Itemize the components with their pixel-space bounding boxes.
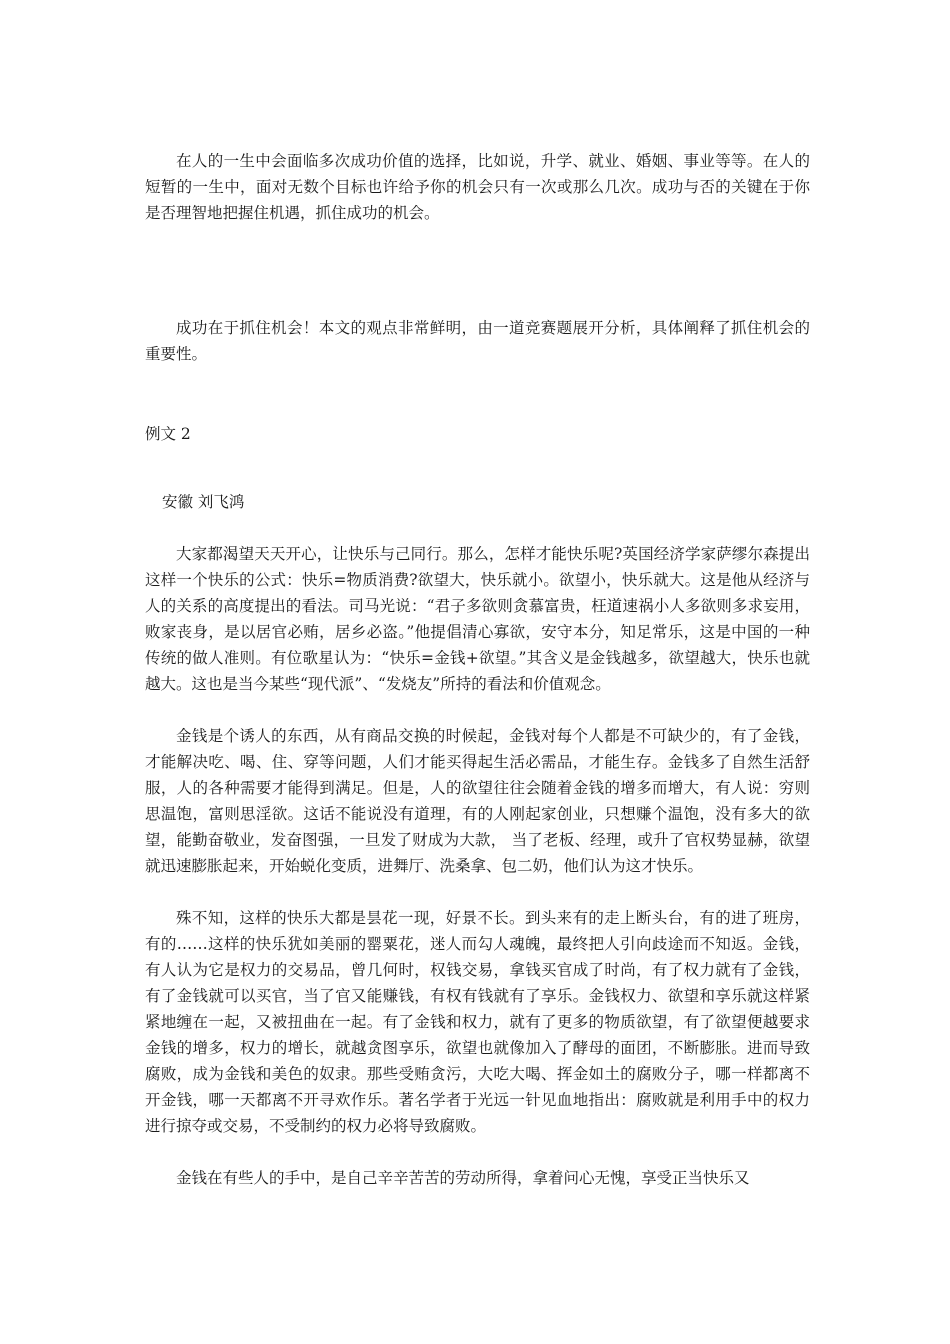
intro-paragraph: 在人的一生中会面临多次成功价值的选择，比如说，升学、就业、婚姻、事业等等。在人的短暂的一生中，面对无数个目标也许给予你的机会只有一次或那么几次。成功与否的关键在于你是否理智地把握住机遇，抓住成功的机会。 bbox=[145, 152, 810, 222]
summary-paragraph: 成功在于抓住机会！本文的观点非常鲜明，由一道竞赛题展开分析，具体阐释了抓住机会的重要性。 bbox=[145, 319, 810, 363]
document-body bbox=[145, 148, 810, 1191]
essay-paragraph-1: 大家都渴望天天开心，让快乐与己同行。那么，怎样才能快乐呢?英国经济学家萨缪尔森提出这样一个快乐的公式：快乐=物质消费?欲望大，快乐就小。欲望小，快乐就大。这是他从经济与人的关系的高度提出的看法。司马光说：“君子多欲则贪慕富贵，枉道速祸小人多欲则多求妄用，败家丧身，是以居官必贿，居乡必盗。”他提倡清心寡欲，安守本分，知足常乐，这是中国的一种传统的做人准则。有位歌星认为：“快乐=金钱+欲望。”其含义是金钱越多，欲望越大，快乐也就越大。这也是当今某些“现代派”、“发烧友”所持的看法和价值观念。 bbox=[145, 545, 810, 693]
example-heading: 例文 2 bbox=[145, 425, 191, 443]
essay-paragraph-4: 金钱在有些人的手中，是自己辛辛苦苦的劳动所得，拿着问心无愧，享受正当快乐又 bbox=[176, 1169, 750, 1187]
essay-paragraph-2: 金钱是个诱人的东西，从有商品交换的时候起，金钱对每个人都是不可缺少的，有了金钱，才能解决吃、喝、住、穿等问题，人们才能买得起生活必需品，才能生存。金钱多了自然生活舒服，人的各种需要才能得到满足。但是，人的欲望往往会随着金钱的增多而增大，有人说：穷则思温饱，富则思淫欲。这话不能说没有道理，有的人刚起家创业，只想赚个温饱，没有多大的欲望，能勤奋敬业，发奋图强，一旦发了财成为大款， 当了老板、经理，或升了官权势显赫，欲望就迅速膨胀起来，开始蜕化变质，进舞厅、洗桑拿、包二奶，他们认为这才快乐。 bbox=[145, 727, 810, 875]
essay-paragraph-3: 殊不知，这样的快乐大都是昙花一现，好景不长。到头来有的走上断头台，有的进了班房，有的……这样的快乐犹如美丽的罂粟花，迷人而勾人魂魄，最终把人引向歧途而不知返。金钱，有人认为它是权力的交易品，曾几何时，权钱交易，拿钱买官成了时尚，有了权力就有了金钱，有了金钱就可以买官，当了官又能赚钱，有权有钱就有了享乐。金钱权力、欲望和享乐就这样紧紧地缠在一起，又被扭曲在一起。有了金钱和权力，就有了更多的物质欲望，有了欲望便越要求金钱的增多，权力的增长，就越贪图享乐，欲望也就像加入了酵母的面团，不断膨胀。进而导致腐败，成为金钱和美色的奴隶。那些受贿贪污，大吃大喝、挥金如土的腐败分子，哪一样都离不开金钱，哪一天都离不开寻欢作乐。著名学者于光远一针见血地指出：腐败就是利用手中的权力进行掠夺或交易，不受制约的权力必将导致腐败。 bbox=[145, 909, 810, 1135]
author-line: 安徽 刘飞鸿 bbox=[162, 493, 245, 511]
